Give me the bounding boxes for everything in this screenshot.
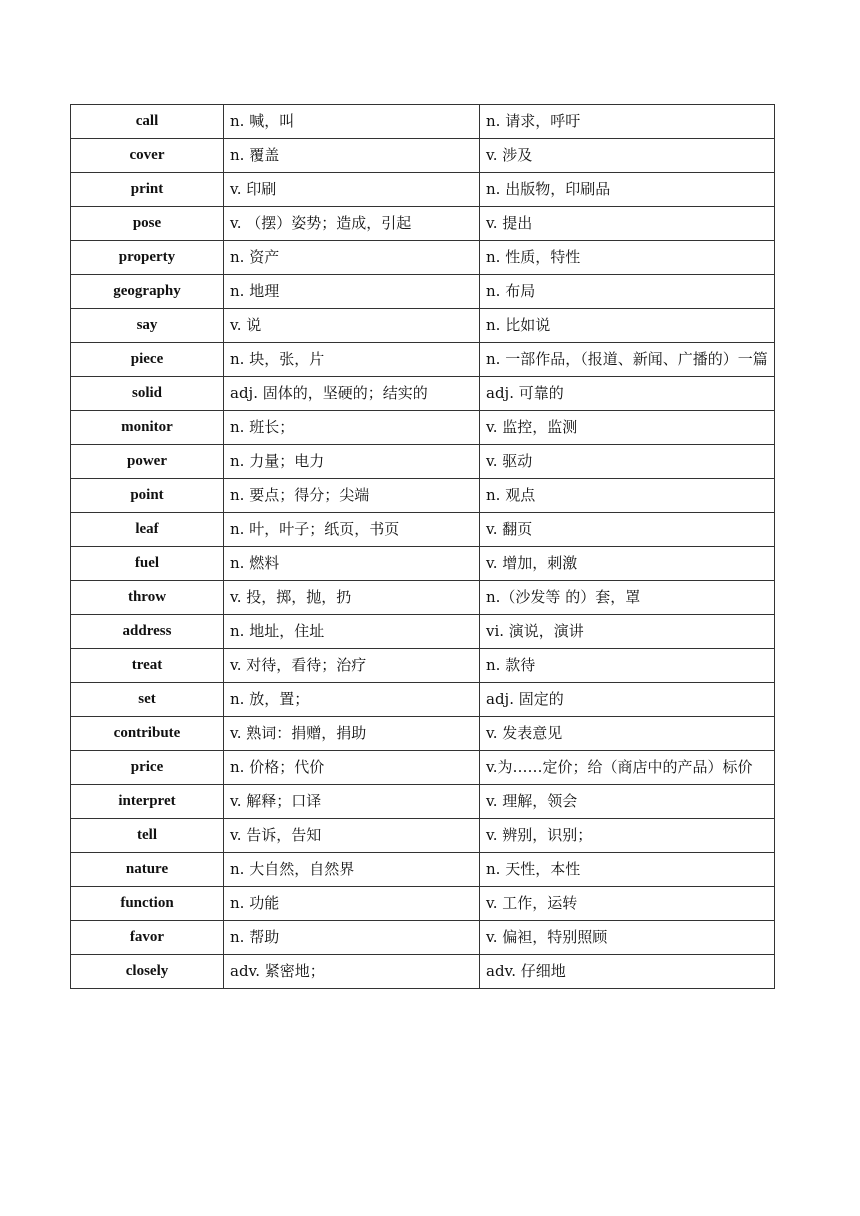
first-meaning-cell: n. 班长； — [224, 411, 480, 445]
word-cell: function — [71, 887, 224, 921]
first-meaning-cell: n. 放，置； — [224, 683, 480, 717]
vocabulary-table-body — [71, 105, 775, 989]
table-row — [71, 615, 775, 649]
second-meaning-cell: n. 天性，本性 — [480, 853, 775, 887]
table-row — [71, 547, 775, 581]
word-cell: piece — [71, 343, 224, 377]
second-meaning-cell: v. 偏袒，特别照顾 — [480, 921, 775, 955]
table-row — [71, 955, 775, 989]
table-row — [71, 581, 775, 615]
table-row — [71, 377, 775, 411]
first-meaning-cell: n. 要点；得分；尖端 — [224, 479, 480, 513]
first-meaning-cell: v. 印刷 — [224, 173, 480, 207]
second-meaning-cell: vi. 演说，演讲 — [480, 615, 775, 649]
first-meaning-cell: n. 地理 — [224, 275, 480, 309]
word-cell: monitor — [71, 411, 224, 445]
first-meaning-cell: n. 价格；代价 — [224, 751, 480, 785]
first-meaning-cell: adv. 紧密地； — [224, 955, 480, 989]
second-meaning-cell: v. 理解，领会 — [480, 785, 775, 819]
second-meaning-cell: v. 提出 — [480, 207, 775, 241]
table-row — [71, 139, 775, 173]
second-meaning-cell: n. 比如说 — [480, 309, 775, 343]
word-cell: address — [71, 615, 224, 649]
first-meaning-cell: v. 对待，看待；治疗 — [224, 649, 480, 683]
first-meaning-cell: n. 帮助 — [224, 921, 480, 955]
table-row — [71, 105, 775, 139]
table-row — [71, 887, 775, 921]
second-meaning-cell: adj. 固定的 — [480, 683, 775, 717]
word-cell: interpret — [71, 785, 224, 819]
word-cell: geography — [71, 275, 224, 309]
word-cell: say — [71, 309, 224, 343]
first-meaning-cell: adj. 固体的，坚硬的；结实的 — [224, 377, 480, 411]
first-meaning-cell: v. （摆）姿势；造成，引起 — [224, 207, 480, 241]
table-row — [71, 819, 775, 853]
first-meaning-cell: n. 覆盖 — [224, 139, 480, 173]
word-cell: contribute — [71, 717, 224, 751]
word-cell: price — [71, 751, 224, 785]
word-cell: print — [71, 173, 224, 207]
word-cell: leaf — [71, 513, 224, 547]
second-meaning-cell: v. 辨别，识别； — [480, 819, 775, 853]
second-meaning-cell: v.为……定价；给（商店中的产品）标价 — [480, 751, 775, 785]
first-meaning-cell: n. 叶，叶子；纸页，书页 — [224, 513, 480, 547]
table-row — [71, 241, 775, 275]
table-row — [71, 309, 775, 343]
first-meaning-cell: v. 投，掷，抛，扔 — [224, 581, 480, 615]
table-row — [71, 513, 775, 547]
second-meaning-cell: n. 出版物，印刷品 — [480, 173, 775, 207]
second-meaning-cell: n. 布局 — [480, 275, 775, 309]
table-row — [71, 717, 775, 751]
second-meaning-cell: v. 监控，监测 — [480, 411, 775, 445]
first-meaning-cell: n. 地址，住址 — [224, 615, 480, 649]
table-row — [71, 207, 775, 241]
second-meaning-cell: n. 请求，呼吁 — [480, 105, 775, 139]
word-cell: tell — [71, 819, 224, 853]
first-meaning-cell: n. 资产 — [224, 241, 480, 275]
second-meaning-cell: v. 工作，运转 — [480, 887, 775, 921]
first-meaning-cell: n. 块，张，片 — [224, 343, 480, 377]
first-meaning-cell: v. 告诉，告知 — [224, 819, 480, 853]
word-cell: call — [71, 105, 224, 139]
word-cell: favor — [71, 921, 224, 955]
table-row — [71, 649, 775, 683]
word-cell: property — [71, 241, 224, 275]
table-row — [71, 479, 775, 513]
table-row — [71, 275, 775, 309]
first-meaning-cell: n. 燃料 — [224, 547, 480, 581]
table-row — [71, 785, 775, 819]
first-meaning-cell: v. 说 — [224, 309, 480, 343]
table-row — [71, 853, 775, 887]
first-meaning-cell: n. 大自然，自然界 — [224, 853, 480, 887]
word-cell: treat — [71, 649, 224, 683]
second-meaning-cell: adv. 仔细地 — [480, 955, 775, 989]
second-meaning-cell: adj. 可靠的 — [480, 377, 775, 411]
second-meaning-cell: n.（沙发等 的）套，罩 — [480, 581, 775, 615]
document-page — [70, 104, 774, 989]
first-meaning-cell: v. 熟词：捐赠，捐助 — [224, 717, 480, 751]
first-meaning-cell: v. 解释；口译 — [224, 785, 480, 819]
second-meaning-cell: v. 增加，刺激 — [480, 547, 775, 581]
second-meaning-cell: n. 一部作品，（报道、新闻、广播的）一篇 — [480, 343, 775, 377]
second-meaning-cell: v. 发表意见 — [480, 717, 775, 751]
second-meaning-cell: n. 款待 — [480, 649, 775, 683]
second-meaning-cell: v. 涉及 — [480, 139, 775, 173]
word-cell: cover — [71, 139, 224, 173]
table-row — [71, 445, 775, 479]
first-meaning-cell: n. 喊，叫 — [224, 105, 480, 139]
second-meaning-cell: n. 性质，特性 — [480, 241, 775, 275]
word-cell: nature — [71, 853, 224, 887]
second-meaning-cell: v. 驱动 — [480, 445, 775, 479]
table-row — [71, 173, 775, 207]
word-cell: fuel — [71, 547, 224, 581]
word-cell: pose — [71, 207, 224, 241]
word-cell: power — [71, 445, 224, 479]
table-row — [71, 921, 775, 955]
second-meaning-cell: v. 翻页 — [480, 513, 775, 547]
word-cell: set — [71, 683, 224, 717]
table-row — [71, 411, 775, 445]
word-cell: point — [71, 479, 224, 513]
word-cell: closely — [71, 955, 224, 989]
table-row — [71, 751, 775, 785]
first-meaning-cell: n. 力量；电力 — [224, 445, 480, 479]
second-meaning-cell: n. 观点 — [480, 479, 775, 513]
vocabulary-table — [70, 104, 775, 989]
table-row — [71, 343, 775, 377]
table-row — [71, 683, 775, 717]
first-meaning-cell: n. 功能 — [224, 887, 480, 921]
word-cell: solid — [71, 377, 224, 411]
word-cell: throw — [71, 581, 224, 615]
